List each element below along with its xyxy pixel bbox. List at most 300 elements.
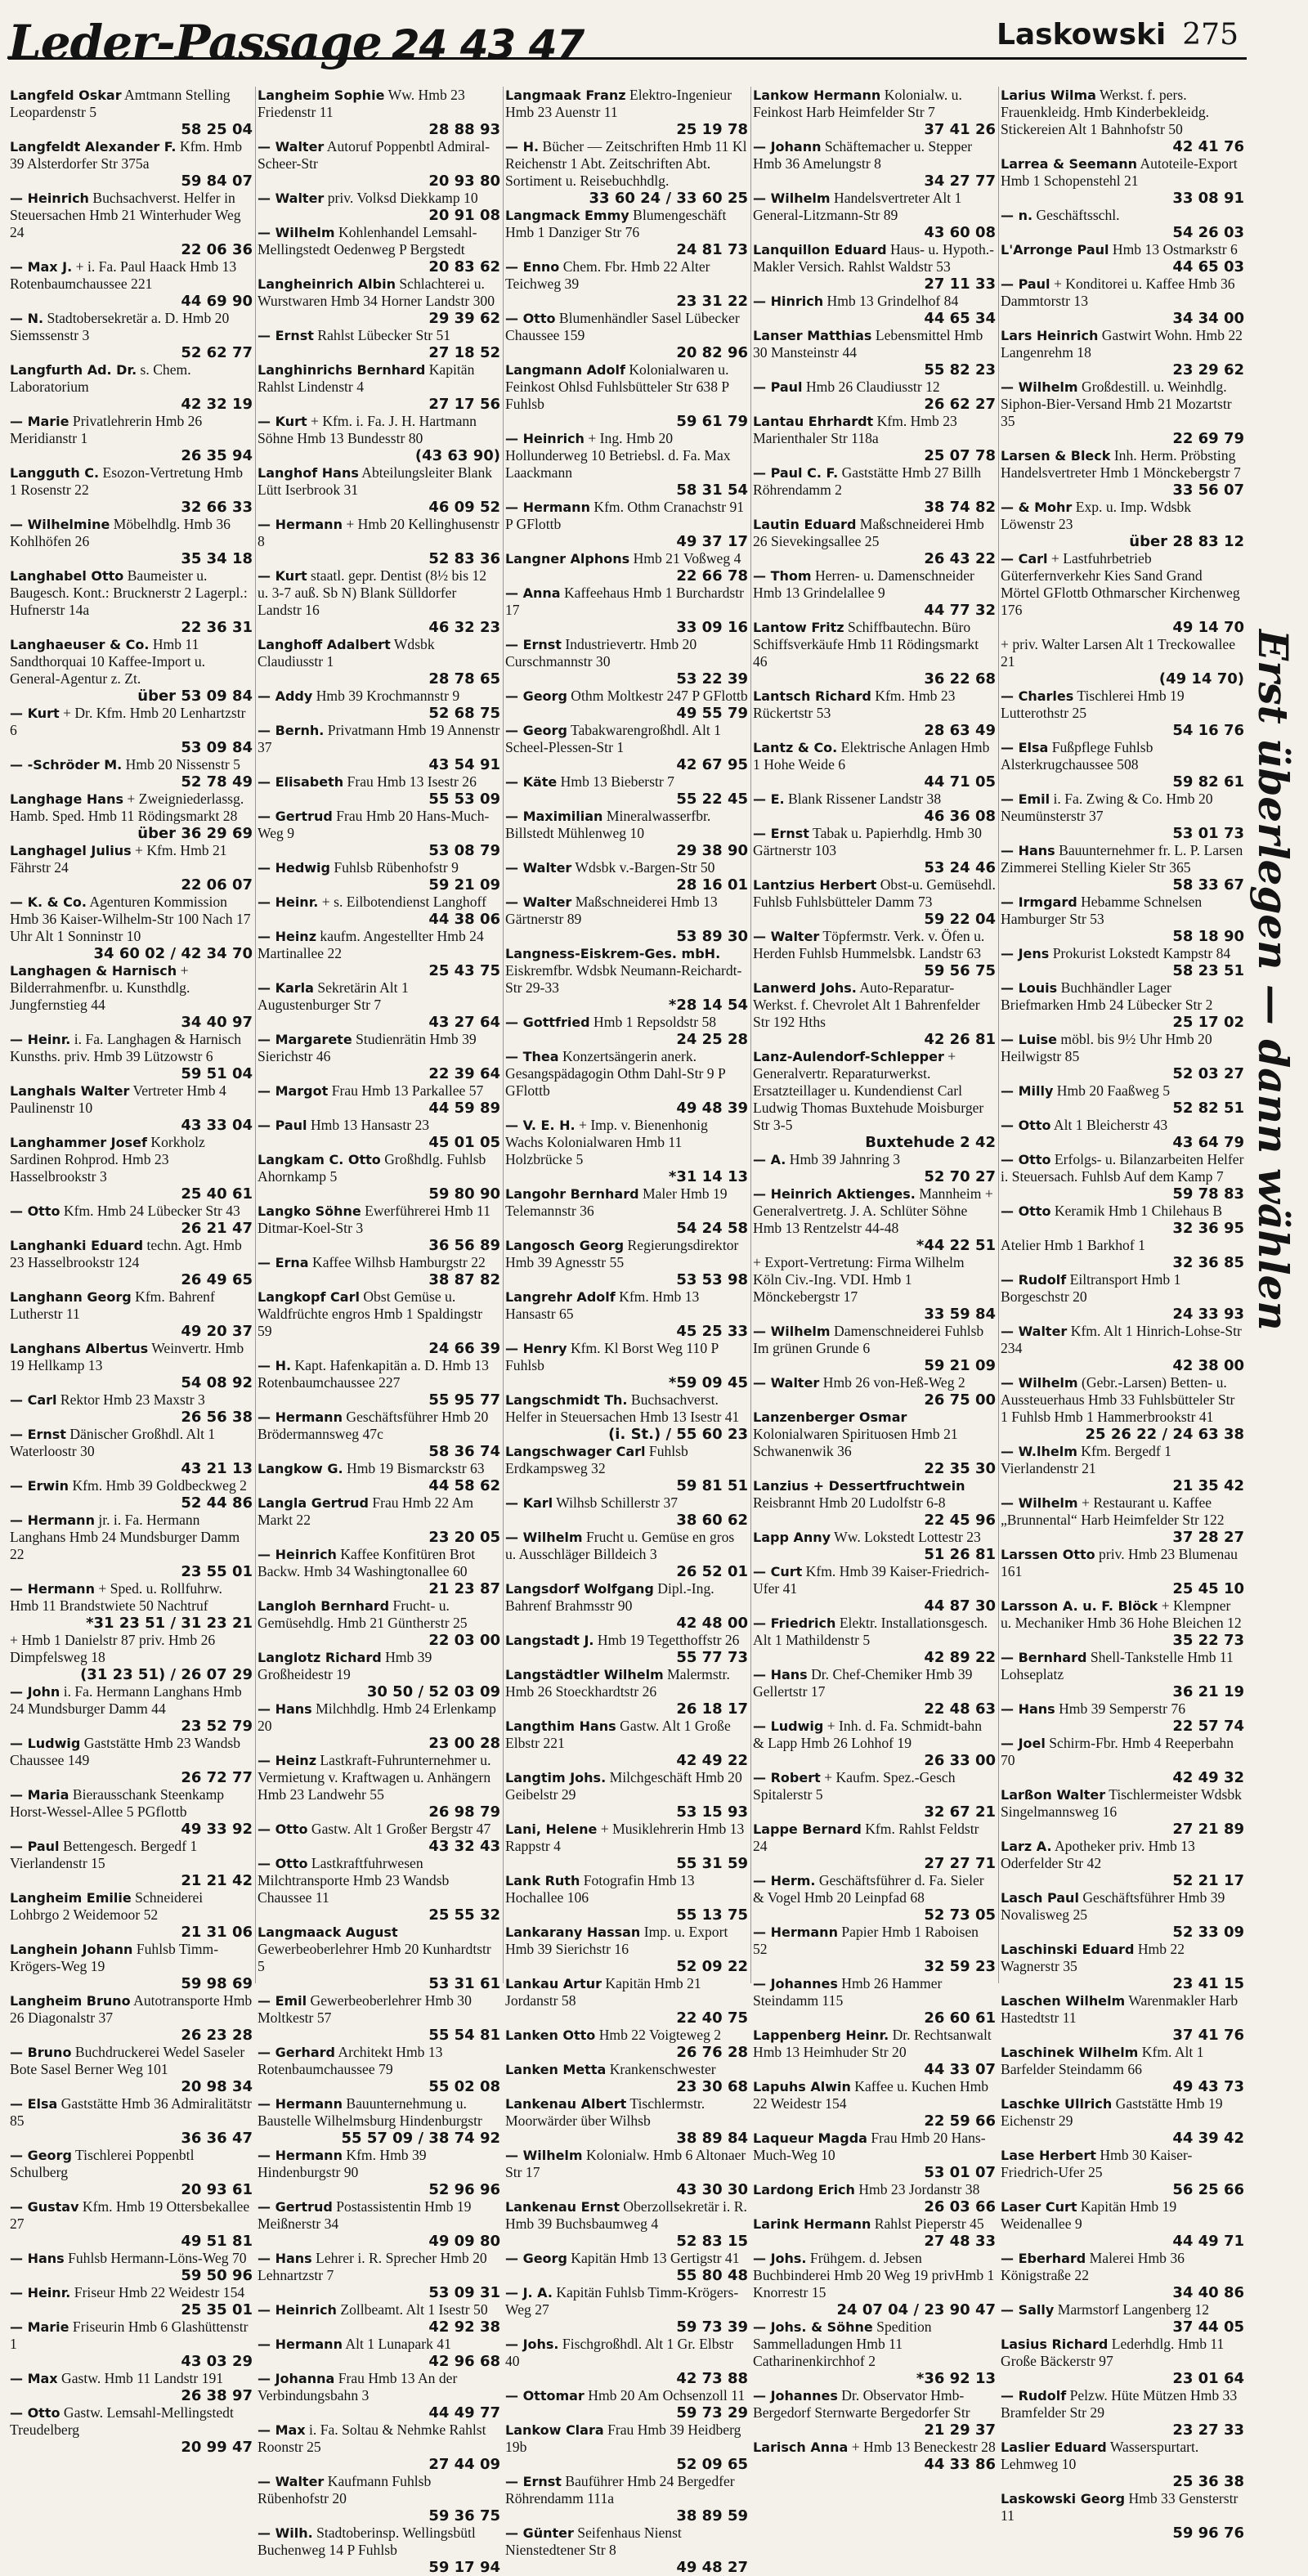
directory-entry	[753, 2215, 996, 2250]
entry-name: Lanzius + Dessertfruchtwein	[753, 1478, 965, 1494]
entry-name: — Heinrich	[258, 2302, 337, 2318]
entry-phone: 42 38 00	[1172, 1357, 1244, 1374]
entry-name: — Emil	[1001, 791, 1050, 807]
entry-phone: 55 22 45	[676, 791, 748, 808]
entry-phone: 49 09 80	[428, 2233, 500, 2250]
entry-name: — Hermann	[505, 500, 590, 515]
entry-phone: 49 48 39	[676, 1100, 748, 1117]
entry-phone: 49 51 81	[181, 2233, 253, 2250]
entry-details: Hmb 39 Semperstr 76	[1059, 1700, 1185, 1717]
entry-name: Lardong Erich	[753, 2182, 855, 2197]
directory-entry	[10, 1786, 253, 1838]
entry-phone: 38 89 59	[676, 2507, 748, 2524]
directory-entry	[505, 2336, 748, 2387]
directory-entry	[1001, 2095, 1244, 2147]
entry-details: Kfm. Hmb 39 Goldbeckweg 2	[72, 1477, 247, 1494]
directory-entry	[505, 1924, 748, 1975]
directory-entry	[1001, 2250, 1244, 2301]
entry-details: Reisbrannt Hmb 20 Ludolfstr 6-8	[753, 1494, 946, 1511]
entry-details: Alt 1 Bleicherstr 43	[1053, 1117, 1168, 1133]
entry-details: Hmb 22 Voigteweg 2	[598, 2027, 722, 2043]
directory-entry	[505, 550, 748, 585]
directory-entry	[505, 1975, 748, 2027]
entry-name: — Bernhard	[1001, 1650, 1087, 1665]
directory-entry	[505, 1288, 748, 1340]
directory-entry	[505, 361, 748, 430]
directory-entry	[1001, 2301, 1244, 2336]
directory-entry	[1001, 1323, 1244, 1374]
entry-details: Lastkraft-Fuhrunternehmer u. Vermietung v. Kraftwagen u. Anhängern Hmb 23 Landwehr 55	[258, 1752, 491, 1803]
directory-entry	[505, 1494, 748, 1529]
entry-name: — Herm.	[753, 1873, 816, 1888]
directory-entry	[1001, 447, 1244, 499]
entry-name: — Curt	[753, 1564, 803, 1579]
entry-phone: 44 65 03	[1172, 258, 1244, 276]
directory-entry	[258, 276, 500, 327]
entry-details: Vertreter Hmb 4 Paulinenstr 10	[10, 1082, 226, 1116]
entry-details: Wdsbk Claudiusstr 1	[258, 636, 435, 670]
directory-entry	[1001, 87, 1244, 155]
directory-entry	[753, 1975, 996, 2027]
entry-name: — Kurt	[258, 414, 307, 429]
entry-details: Fotografin Hmb 13 Hochallee 106	[505, 1872, 695, 1906]
entry-name: — Ernst	[10, 1427, 66, 1442]
directory-entry	[753, 2250, 996, 2318]
entry-phone: 21 23 87	[428, 1580, 500, 1597]
entry-details: Gastw. Alt 1 Große Elbstr 221	[505, 1718, 731, 1751]
entry-name: — Hans	[753, 1667, 808, 1682]
directory-entry	[1001, 2044, 1244, 2095]
entry-phone: 21 29 37	[924, 2421, 996, 2439]
directory-entry	[10, 791, 253, 842]
directory-entry	[258, 1460, 500, 1494]
directory-entry	[505, 1443, 748, 1494]
entry-phone: 51 26 81	[924, 1546, 996, 1563]
entry-phone: 59 73 39	[676, 2318, 748, 2336]
entry-name: — Johanna	[258, 2371, 335, 2386]
entry-phone: 43 27 64	[428, 1014, 500, 1031]
entry-details: Privatmann Hmb 19 Annenstr 37	[258, 722, 500, 755]
column-4	[751, 87, 999, 2473]
entry-details: Kfm. Hmb 39 Kaiser-Friedrich-Ufer 41	[753, 1563, 990, 1597]
directory-entry	[753, 1409, 996, 1477]
entry-phone: 44 58 62	[428, 1477, 500, 1494]
entry-name: Larink Hermann	[753, 2216, 871, 2232]
entry-phone: (31 23 51) / 26 07 29	[80, 1666, 253, 1683]
entry-phone: 33 59 84	[924, 1306, 996, 1323]
entry-phone: 22 40 75	[676, 2009, 748, 2027]
directory-entry	[258, 1700, 500, 1752]
entry-name: Lanwerd Johs.	[753, 980, 857, 996]
directory-entry	[753, 619, 996, 688]
directory-entry	[505, 2524, 748, 2576]
entry-name: Lantz & Co.	[753, 740, 838, 755]
entry-name: Larz A.	[1001, 1839, 1052, 1854]
directory-entry	[258, 1924, 500, 1992]
entry-details: Frau Hmb 20 Hans-Much-Weg 10	[753, 2130, 986, 2163]
entry-details: Kfm. Bergedf 1 Vierlandenstr 21	[1001, 1443, 1171, 1476]
entry-phone: 42 49 32	[1172, 1769, 1244, 1786]
entry-phone: 20 99 47	[181, 2439, 253, 2456]
directory-entry	[505, 1718, 748, 1769]
entry-name: — Bernh.	[258, 723, 325, 738]
entry-details: Kfm. Hmb 39 Alsterdorfer Str 375a	[10, 138, 243, 172]
directory-entry	[753, 2318, 996, 2387]
running-head-name: Laskowski	[996, 18, 1167, 52]
directory-entry	[1001, 688, 1244, 739]
entry-name: — Walter	[258, 190, 325, 206]
directory-entry	[753, 379, 996, 413]
entry-name: Larsen & Bleck	[1001, 448, 1111, 464]
entry-details: Schiffbautechn. Büro Schiffsverkäufe Hmb 11 Rödingsmarkt 46	[753, 619, 979, 670]
entry-name: — Max J.	[10, 259, 73, 275]
entry-name: — Robert	[753, 1770, 821, 1785]
entry-details: Kfm. Othm Cranachstr 91 P GFlottb	[505, 499, 745, 532]
entry-name: — Wilhelm	[1001, 1375, 1078, 1391]
entry-phone: 23 27 33	[1172, 2421, 1244, 2439]
entry-name: — Elsa	[1001, 740, 1049, 755]
entry-phone: (49 14 70)	[1158, 670, 1244, 688]
entry-phone: 49 43 73	[1172, 2078, 1244, 2095]
entry-details: Frucht- u. Gemüsehdlg. Hmb 21 Güntherstr 25	[258, 1597, 468, 1631]
entry-name: Laschinek Wilhelm	[1001, 2045, 1139, 2060]
entry-phone: 22 45 96	[924, 1512, 996, 1529]
entry-name: — Ludwig	[10, 1736, 81, 1751]
entry-name: Langthim Hans	[505, 1718, 616, 1734]
entry-details: Frau Hmb 20 Hans-Much-Weg 9	[258, 808, 490, 841]
directory-entry	[1001, 1237, 1244, 1271]
entry-details: jr. i. Fa. Hermann Langhans Hmb 24 Mundsburger Damm 22	[10, 1512, 240, 1562]
directory-entry	[258, 2336, 500, 2370]
entry-details: Autoruf Poppenbtl Admiral-Scheer-Str	[258, 138, 490, 172]
entry-details: + i. Fa. Paul Haack Hmb 13 Rotenbaumchaussee 221	[10, 258, 237, 292]
entry-details: Tischlermeister Wdsbk Singelmannsweg 16	[1001, 1786, 1242, 1820]
entry-details: Regierungsdirektor Hmb 39 Agnesstr 55	[505, 1237, 739, 1270]
entry-phone: 43 32 43	[428, 1838, 500, 1855]
entry-name: Lanz-Aulendorf-Schlepper	[753, 1049, 944, 1064]
entry-details: Autoteile-Export Hmb 1 Schopenstehl 21	[1001, 155, 1238, 189]
entry-details: Hmb 30 Kaiser-Friedrich-Ufer 25	[1001, 2147, 1193, 2180]
entry-phone: 42 67 95	[676, 756, 748, 773]
entry-name: — Georg	[505, 688, 567, 704]
entry-phone: 59 51 04	[181, 1065, 253, 1082]
directory-entry	[753, 1615, 996, 1666]
entry-details: Damenschneiderei Fuhlsb Im grünen Grunde 6	[753, 1323, 984, 1356]
entry-name: — Hermann	[258, 1409, 343, 1425]
entry-name: Langhals Walter	[10, 1083, 130, 1099]
entry-phone: 22 36 31	[181, 619, 253, 636]
entry-details: Fischgroßhdl. Alt 1 Gr. Elbstr 40	[505, 2336, 734, 2369]
entry-details: Amtmann Stelling Leopardenstr 5	[10, 87, 231, 120]
entry-name: Langohr Bernhard	[505, 1186, 639, 1202]
entry-details: Herren- u. Damenschneider Hmb 13 Grindelallee 9	[753, 567, 974, 601]
directory-entry	[10, 190, 253, 258]
directory-entry	[505, 207, 748, 258]
entry-details: + Restaurant u. Kaffee „Brunnental“ Harb Heimfelder Str 122	[1001, 1494, 1225, 1528]
entry-name: — Milly	[1001, 1083, 1054, 1099]
entry-details: Auto-Reparatur-Werkst. f. Chevrolet Alt 1 Bahrenfelder Str 192 Hths	[753, 979, 980, 1030]
page-number: 275	[1182, 18, 1239, 52]
running-head	[997, 18, 1239, 52]
entry-phone: 25 36 38	[1172, 2473, 1244, 2490]
entry-phone: 45 25 33	[676, 1323, 748, 1340]
entry-phone: 28 16 01	[676, 876, 748, 894]
entry-details: Hmb 26 von-Heß-Weg 2	[822, 1374, 965, 1391]
entry-phone: 58 25 04	[181, 121, 253, 138]
directory-entry	[1001, 2336, 1244, 2387]
entry-phone: 25 26 22 / 24 63 38	[1085, 1426, 1244, 1443]
entry-phone: 58 31 54	[676, 482, 748, 499]
entry-name: Langstädtler Wilhelm	[505, 1667, 664, 1682]
entry-phone: 37 44 05	[1172, 2318, 1244, 2336]
entry-details: Elektr. Installationsgesch. Alt 1 Mathildenstr 5	[753, 1615, 988, 1648]
entry-phone: 43 30 30	[676, 2181, 748, 2198]
directory-entry	[1001, 842, 1244, 894]
entry-name: — Hinrich	[753, 293, 824, 309]
entry-details: Kaufmann Fuhlsb Rübenhofstr 20	[258, 2473, 432, 2507]
entry-phone: 26 38 97	[181, 2387, 253, 2404]
entry-phone: 49 33 92	[181, 1821, 253, 1838]
directory-entry	[505, 585, 748, 636]
entry-details: + Export-Vertretung: Firma Wilhelm Köln Civ.-Ing. VDI. Hmb 1 Mönckebergstr 17	[753, 1254, 965, 1305]
entry-phone: 38 60 62	[676, 1512, 748, 1529]
entry-name: Langfeld Oskar	[10, 87, 122, 103]
directory-entry	[505, 2387, 748, 2421]
directory-entry	[258, 928, 500, 979]
entry-name: — Johannes	[753, 2388, 838, 2404]
entry-phone: 27 17 56	[428, 396, 500, 413]
entry-phone: 21 35 42	[1172, 1477, 1244, 1494]
directory-entry	[10, 1735, 253, 1786]
entry-details: Stadtoberinsp. Wellingsbütl Buchenweg 14 P Fuhlsb	[258, 2524, 476, 2558]
entry-name: Lani, Helene	[505, 1821, 598, 1837]
directory-entry	[753, 190, 996, 241]
entry-name: — K. & Co.	[10, 894, 87, 910]
entry-name: Lantzius Herbert	[753, 877, 877, 893]
entry-name: Langhans Albertus	[10, 1341, 149, 1356]
entry-phone: 42 48 00	[676, 1615, 748, 1632]
entry-name: — Henry	[505, 1341, 567, 1356]
entry-details: Weinvertr. Hmb 19 Hellkamp 13	[10, 1340, 244, 1373]
directory-entry	[258, 859, 500, 894]
entry-phone: 22 69 79	[1172, 430, 1244, 447]
entry-details: Dr. Rechtsanwalt Hmb 13 Heimhuder Str 20	[753, 2027, 992, 2060]
directory-entry	[1001, 207, 1244, 241]
directory-entry	[753, 1185, 996, 1254]
entry-details: Oberzollsekretär i. R. Hmb 39 Buchsbaumweg 4	[505, 2198, 747, 2232]
entry-details: Industrievertr. Hmb 20 Curschmannstr 30	[505, 636, 697, 670]
entry-name: — Erwin	[10, 1478, 69, 1494]
entry-name: — Hermann	[258, 517, 343, 532]
entry-details: i. Fa. Zwing & Co. Hmb 20 Neumünsterstr 37	[1001, 791, 1213, 824]
directory-entry	[10, 705, 253, 756]
entry-phone: 27 44 09	[428, 2456, 500, 2473]
directory-entry	[753, 825, 996, 876]
entry-name: — Addy	[258, 688, 313, 704]
entry-phone: 34 60 02 / 42 34 70	[93, 945, 253, 962]
entry-name: — V. E. H.	[505, 1118, 576, 1133]
entry-details: Kolonialwaren u. Feinkost Ohlsd Fuhlsbütteler Str 638 P Fuhlsb	[505, 361, 729, 412]
entry-details: Buchsachverst. Helfer in Steuersachen Hmb 13 Isestr 41	[505, 1391, 740, 1425]
entry-details: Esozon-Vertretung Hmb 1 Rosenstr 22	[10, 464, 244, 498]
entry-details: + Kfm. i. Fa. J. H. Hartmann Söhne Hmb 13 Bundesstr 80	[258, 413, 477, 446]
entry-details: Othm Moltkestr 247 P GFlottb	[571, 688, 748, 704]
directory-entry	[10, 1288, 253, 1340]
entry-name: Lanquillon Eduard	[753, 242, 887, 258]
entry-details: Hmb 39 Jahnring 3	[789, 1151, 901, 1167]
entry-phone: 37 41 26	[924, 121, 996, 138]
entry-name: — Heinrich Aktienges.	[753, 1186, 916, 1202]
entry-name: — Anna	[505, 585, 561, 601]
column-3	[504, 87, 751, 2576]
entry-phone: *31 23 51 / 31 23 21	[86, 1615, 253, 1632]
entry-details: Hmb 13 Ostmarkstr 6	[1112, 241, 1238, 258]
entry-phone: 26 21 47	[181, 1220, 253, 1237]
entry-name: — Hermann	[258, 2336, 343, 2352]
entry-details: Tischlermstr. Moorwärder über Wilhsb	[505, 2095, 706, 2129]
entry-phone: 23 00 28	[428, 1735, 500, 1752]
entry-name: — Enno	[505, 259, 560, 275]
entry-phone: 28 78 65	[428, 670, 500, 688]
directory-entry	[10, 2370, 253, 2404]
entry-details: Frucht u. Gemüse en gros u. Ausschläger Billdeich 3	[505, 1529, 735, 1562]
entry-name: Langmaack August	[258, 1924, 398, 1940]
entry-phone: 53 53 98	[676, 1271, 748, 1288]
directory-entry	[753, 1821, 996, 1872]
entry-details: + Generalvertr. Reparaturwerkst. Ersatzteillager u. Kundendienst Carl Ludwig Thomas Buxtehude Moisburger Str 3-5	[753, 1048, 984, 1133]
entry-details: Wasserspurtart. Lehmweg 10	[1001, 2439, 1199, 2472]
directory-entry	[753, 1477, 996, 1529]
directory-entry	[753, 1718, 996, 1769]
entry-phone: 53 08 79	[428, 842, 500, 859]
directory-entry	[10, 894, 253, 962]
directory-entry	[505, 1872, 748, 1924]
entry-details: Fuhlsb Timm-Krögers-Weg 19	[10, 1941, 219, 1974]
directory-entry	[10, 2147, 253, 2198]
entry-details: Tischlerei Poppenbtl Schulberg	[10, 2147, 195, 2180]
column-2	[256, 87, 504, 2576]
entry-name: — Paul C. F.	[753, 465, 839, 481]
directory-entry	[505, 1185, 748, 1237]
entry-name: Langhein Johann	[10, 1942, 133, 1957]
entry-name: Lanken Otto	[505, 2027, 596, 2043]
entry-details: Postassistentin Hmb 19 Meißnerstr 34	[258, 2198, 472, 2232]
directory-entry	[1001, 2198, 1244, 2250]
directory-entry	[258, 1254, 500, 1288]
entry-details: Kfm. Rahlst Feldstr 24	[753, 1821, 979, 1854]
entry-name: — Georg	[10, 2148, 72, 2163]
entry-details: Stadtobersekretär a. D. Hmb 20 Siemssenstr 3	[10, 310, 230, 343]
entry-phone: 53 09 31	[428, 2284, 500, 2301]
entry-phone: 22 06 07	[181, 876, 253, 894]
entry-name: Lank Ruth	[505, 1873, 580, 1888]
entry-phone: 58 33 67	[1172, 876, 1244, 894]
entry-phone: 55 54 81	[428, 2027, 500, 2044]
entry-name: — Thea	[505, 1049, 559, 1064]
entry-name: — Hedwig	[258, 860, 330, 876]
entry-name: Langmaak Franz	[505, 87, 626, 103]
entry-phone: 59 22 04	[924, 911, 996, 928]
entry-details: Papier Hmb 1 Raboisen 52	[753, 1924, 979, 1957]
entry-details: Hmb 11 Sandthorquai 10 Kaffee-Import u. General-Agentur z. Zt.	[10, 636, 206, 687]
directory-entry	[258, 1546, 500, 1597]
directory-entry	[10, 1512, 253, 1580]
entry-name: — Heinrich	[10, 190, 89, 206]
entry-phone: 49 55 79	[676, 705, 748, 722]
entry-details: Bierausschank Steenkamp Horst-Wessel-Allee 5 PGflottb	[10, 1786, 225, 1820]
entry-name: — & Mohr	[1001, 500, 1073, 515]
entry-name: — Hermann	[753, 1924, 838, 1940]
entry-details: Milchhdlg. Hmb 24 Erlenkamp 20	[258, 1700, 496, 1734]
header-advertisement	[8, 15, 585, 72]
entry-details: Fuhlsb Hermann-Löns-Weg 70	[68, 2250, 247, 2266]
entry-name: Larius Wilma	[1001, 87, 1096, 103]
entry-name: — Paul	[753, 379, 803, 395]
entry-name: — Wilhelm	[258, 225, 335, 240]
directory-entry	[10, 2404, 253, 2456]
entry-details: Eiltransport Hmb 1 Borgeschstr 20	[1001, 1271, 1181, 1305]
entry-phone: 25 07 78	[924, 447, 996, 464]
entry-details: Schäftemacher u. Stepper Hmb 36 Amelungstr 8	[753, 138, 973, 172]
entry-details: + Imp. v. Bienenhonig Wachs Kolonialwaren Hmb 11 Holzbrücke 5	[505, 1117, 708, 1167]
entry-details: Großhdlg. Fuhlsb Ahornkamp 5	[258, 1151, 486, 1185]
entry-details: Dipl.-Ing. Bahrenf Brahmsstr 90	[505, 1580, 714, 1614]
entry-phone: 55 77 73	[676, 1649, 748, 1666]
entry-phone: 43 54 91	[428, 756, 500, 773]
directory-entry	[10, 1941, 253, 1992]
directory-entry	[258, 1288, 500, 1357]
entry-phone: 34 27 77	[924, 172, 996, 190]
directory-entry	[1001, 979, 1244, 1031]
entry-name: Langness-Eiskrem-Ges. mbH.	[505, 946, 721, 961]
entry-details: + Konditorei u. Kaffee Hmb 36 Dammtorstr 13	[1001, 276, 1235, 309]
entry-name: Laschinski Eduard	[1001, 1942, 1135, 1957]
entry-phone: 59 21 09	[428, 876, 500, 894]
directory-entry	[1001, 739, 1244, 791]
directory-entry	[10, 2250, 253, 2284]
entry-phone: 33 08 91	[1172, 190, 1244, 207]
directory-entry	[1001, 327, 1244, 379]
entry-phone: 55 57 09 / 38 74 92	[341, 2130, 500, 2147]
entry-name: — Erna	[258, 1255, 309, 1270]
entry-details: Frau Hmb 22 Am Markt 22	[258, 1494, 474, 1528]
directory-entry	[10, 1082, 253, 1134]
directory-entry	[10, 1838, 253, 1889]
directory-entry	[1001, 379, 1244, 447]
directory-entry	[10, 1031, 253, 1082]
directory-entry	[1001, 945, 1244, 979]
directory-entry	[258, 2473, 500, 2524]
directory-entry	[753, 516, 996, 567]
entry-details: Kaffeehaus Hmb 1 Burchardstr 17	[505, 585, 744, 618]
directory-entry	[10, 310, 253, 361]
entry-phone: 23 01 64	[1172, 2370, 1244, 2387]
entry-details: + Musiklehrerin Hmb 13 Rappstr 4	[505, 1821, 745, 1854]
entry-phone: 22 35 30	[924, 1460, 996, 1477]
entry-details: Bettengesch. Bergedf 1 Vierlandenstr 15	[10, 1838, 198, 1871]
entry-name: — Ernst	[505, 2474, 562, 2489]
entry-details: Bauunternehmer fr. L. P. Larsen Zimmerei Stelling Kieler Str 365	[1001, 842, 1243, 876]
directory-entry	[258, 1855, 500, 1924]
directory-entry	[10, 1426, 253, 1477]
entry-phone: 52 68 75	[428, 705, 500, 722]
entry-phone: 26 76 28	[676, 2044, 748, 2061]
entry-details: + Ing. Hmb 20 Hollunderweg 10 Betriebsl. d. Fa. Max Laackmann	[505, 430, 731, 481]
entry-details: Kolonialwaren Spirituosen Hmb 21 Schwanenwik 36	[753, 1426, 958, 1459]
entry-details: Lastkraftfuhrwesen Milchtransporte Hmb 23 Wandsb Chaussee 11	[258, 1855, 450, 1906]
directory-entry	[258, 1649, 500, 1700]
entry-details: Architekt Hmb 13 Rotenbaumchaussee 79	[258, 2044, 443, 2077]
